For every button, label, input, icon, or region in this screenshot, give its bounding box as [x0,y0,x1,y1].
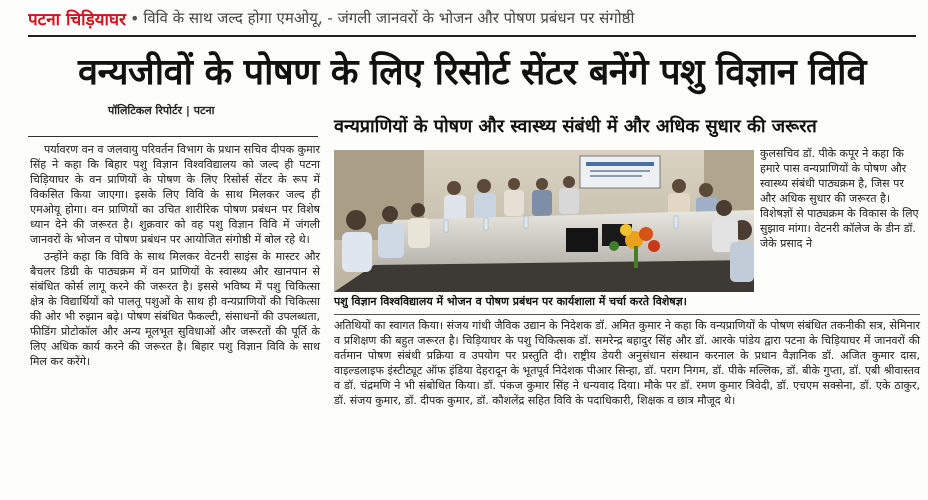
kicker-location: पटना चिड़ियाघर [28,9,126,30]
column1-paragraph-1: पर्यावरण वन व जलवायु परिवर्तन विभाग के प्रधान सचिव दीपक कुमार सिंह ने कहा कि बिहार पशु विज्ञान विश्वविद्यालय को जल्द ही पटना चिड़ियाघर के वन प्राणियों के पोषण के लिए रिसोर्स सेंटर के रूप में विकसित किया जाएगा। इसके लिए विवि के साथ मिलकर जल्द ही एमओयू होगा। वन प्राणियों का उचित शारीरिक पोषण प्रबंधन पर विशेष ध्यान देने की जरूरत है। शुक्रवार को वह पशु विज्ञान विवि में जंगली जानवरों के भोजन व पोषण प्रबंधन पर आयोजित संगोष्ठी में बोल रहे थे। [30,143,320,246]
kicker-bullet: • [129,8,140,28]
meeting-photo [334,150,754,292]
article-side-column: कुलसचिव डॉ. पीके कपूर ने कहा कि हमारे पास वन्यप्राणियों के पोषण और स्वास्थ्य संबंधी पाठ्यक्रम है, जिस पर और अधिक सुधार की जरूरत है। विशेषज्ञों से पाठ्यक्रम के विकास के लिए सुझाव मांगा। वेटनरी कॉलेज के डीन डॉ. जेके प्रसाद ने [760,147,919,250]
kicker-text: विवि के साथ जल्द होगा एमओयू, - जंगली जानवरों के भोजन और पोषण प्रबंधन पर संगोष्ठी [143,9,635,27]
column1-paragraph-2: उन्होंने कहा कि विवि के साथ मिलकर वेटनरी साइंस के मास्टर और बैचलर डिग्री के पाठ्यक्रम में वन प्राणियों के स्वास्थ्य और खानपान से संबंधित कोर्स लागू करने की जरूरत है। इससे भविष्य में पशु चिकित्सा क्षेत्र के विद्यार्थियों को पालतू पशुओं के साथ ही वन्यप्राणियों की चिकित्सा की ओर भी रुझान बढ़े। पोषण संबंधित फैकल्टी, संसाधनों की उपलब्धता, फीडिंग प्रोटोकॉल और अन्य मूलभूत सुविधाओं और जरूरतों की पूर्ति के लिए अधिक कार्य करने की जरूरत है। बिहार पशु विज्ञान विवि के साथ मिल कर करेंगे। [30,250,320,368]
headline: वन्यजीवों के पोषण के लिए रिसोर्ट सेंटर बनेंगे पशु विज्ञान विवि [78,51,866,93]
article-column-1 [30,142,320,371]
byline: पॉलिटिकल रिपोर्टर | पटना [108,104,215,117]
byline-rule [28,136,318,137]
photo-block [334,150,754,310]
kicker-line [28,6,918,30]
meeting-photo-image [334,150,754,292]
photo-caption: पशु विज्ञान विश्वविद्यालय में भोजन व पोषण प्रबंधन पर कार्यशाला में चर्चा करते विशेषज्ञ। [334,295,687,308]
article-bottom-text: अतिथियों का स्वागत किया। संजय गांधी जैविक उद्यान के निदेशक डॉ. अमित कुमार ने कहा कि वन्यप्राणियों के पोषण संबंधित तकनीकी सत्र, सेमिनार व प्रशिक्षण की बहुत जरूरत है। चिड़ियाघर के पशु चिकित्सक डॉ. समरेन्द्र बहादुर सिंह और डॉ. आरके पांडेय द्वारा पटना के चिड़ियाघर में जानवरों की वर्तमान पोषण संबंधी प्रक्रिया व उपयोग पर प्रस्तुति दी। राष्ट्रीय डेयरी अनुसंधान संस्थान करनाल के प्रधान वैज्ञानिक डॉ. अजित कुमार दास, वाइल्डलाइफ इंस्टीट्यूट ऑफ इंडिया देहरादून के भूतपूर्व निदेशक पीआर सिन्हा, डॉ. पराग निगम, डॉ. पीके मल्लिक, डॉ. बीके गुप्ता, डॉ. एबी श्रीवास्तव व डॉ. चंद्रमणि ने भी संबोधित किया। डॉ. पंकज कुमार सिंह ने धन्यवाद दिया। मौके पर डॉ. रमण कुमार त्रिवेदी, डॉ. एचएम सक्सेना, डॉ. एके ठाकुर, डॉ. संजय कुमार, डॉ. दीपक कुमार, डॉ. कौशलेंद्र सहित विवि के पदाधिकारी, शिक्षक व छात्र मौजूद थे। [334,319,920,407]
top-rule [28,35,916,37]
bottom-rule [334,314,920,315]
subheadline: वन्यप्राणियों के पोषण और स्वास्थ्य संबंधी में और अधिक सुधार की जरूरत [334,116,817,137]
